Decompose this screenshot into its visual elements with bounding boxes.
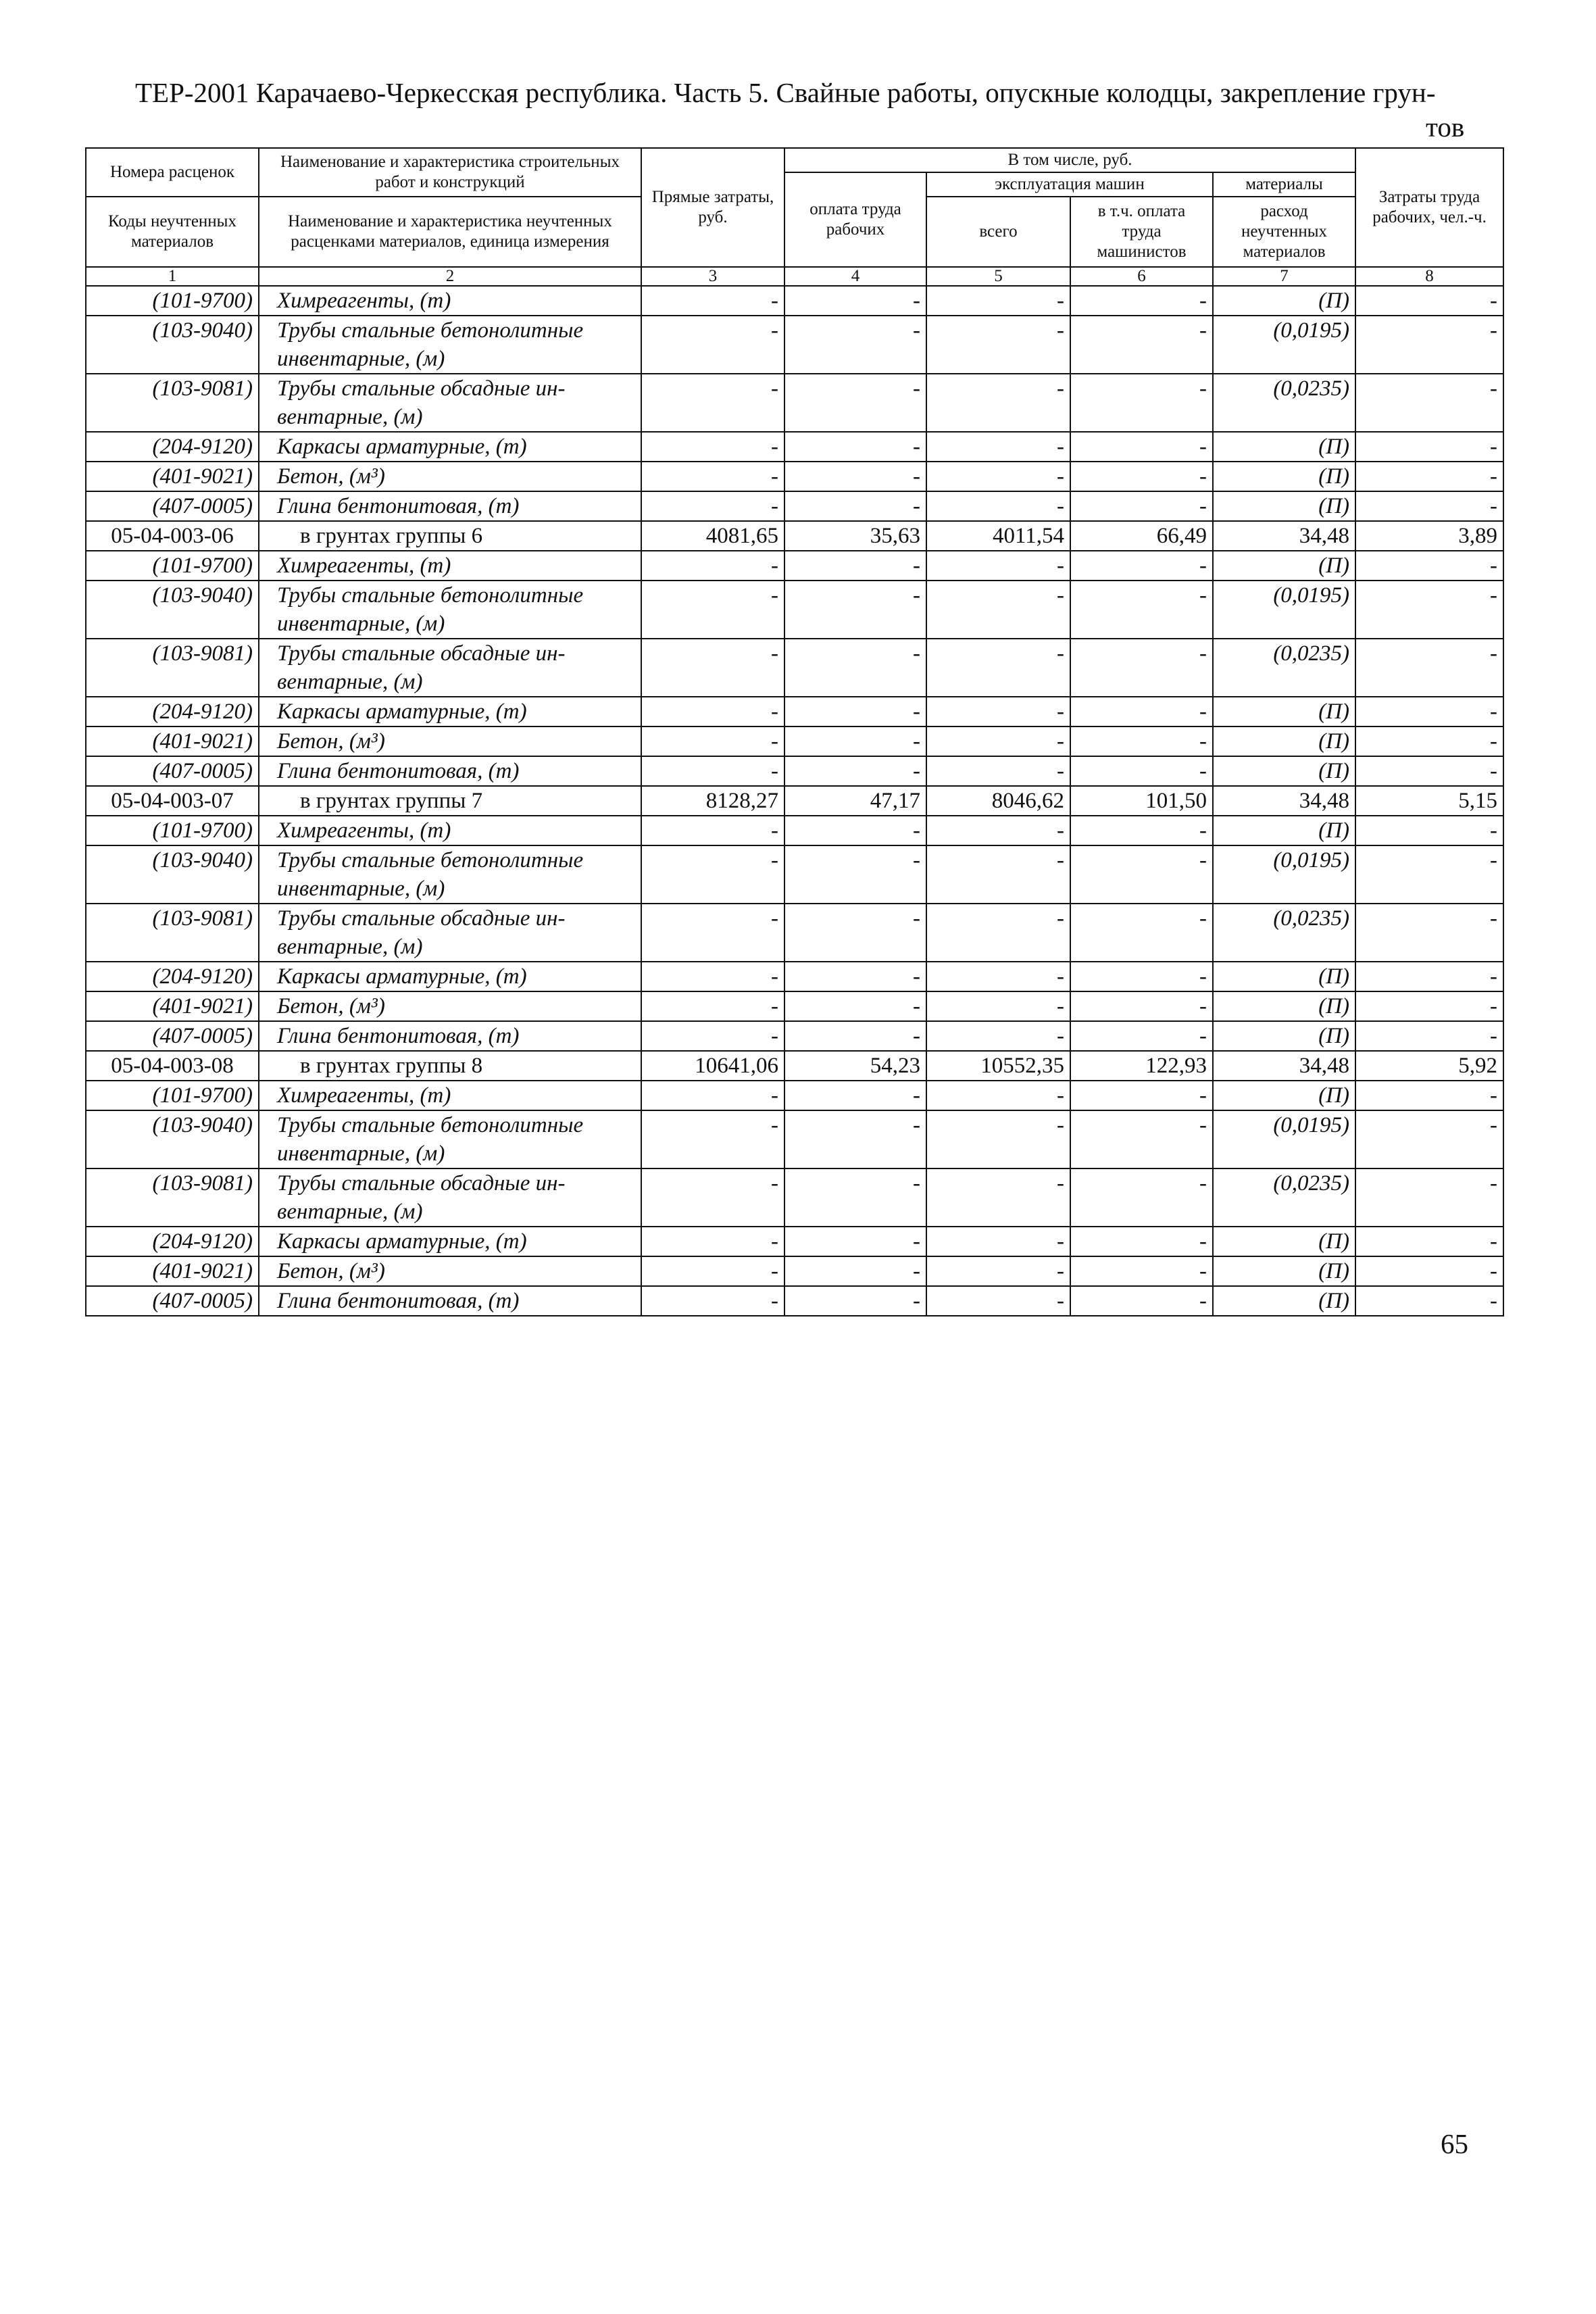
rate-code: (407-0005) — [86, 491, 259, 521]
worker-pay: - — [784, 1110, 926, 1168]
direct-costs: - — [641, 727, 784, 756]
labor-hours: - — [1355, 697, 1503, 727]
operator-pay: - — [1070, 1256, 1213, 1286]
item-name: Каркасы арматурные, (т) — [259, 962, 641, 991]
rate-row — [86, 1051, 1503, 1081]
operator-pay: - — [1070, 581, 1213, 639]
material-row — [86, 374, 1503, 432]
material-usage: (П) — [1213, 1227, 1355, 1256]
material-usage: (П) — [1213, 491, 1355, 521]
worker-pay: - — [784, 697, 926, 727]
machines-total: - — [926, 1021, 1070, 1051]
worker-pay: - — [784, 904, 926, 962]
item-name: Трубы стальные обсадные ин-вентарные, (м) — [259, 374, 641, 432]
item-name: Глина бентонитовая, (т) — [259, 1286, 641, 1316]
worker-pay: - — [784, 1021, 926, 1051]
labor-hours: - — [1355, 1227, 1503, 1256]
header-material-usage: расход неучтенных материалов — [1213, 197, 1355, 267]
direct-costs: - — [641, 374, 784, 432]
column-number: 5 — [926, 267, 1070, 286]
item-name: Каркасы арматурные, (т) — [259, 697, 641, 727]
page-title: ТЕР-2001 Карачаево-Черкесская республика. Часть 5. Свайные работы, опускные колодцы, закрепление грун- — [135, 77, 1436, 108]
direct-costs: - — [641, 639, 784, 697]
material-usage: (0,0235) — [1213, 1168, 1355, 1227]
machines-total: - — [926, 727, 1070, 756]
labor-hours: - — [1355, 904, 1503, 962]
machines-total: - — [926, 1227, 1070, 1256]
material-row — [86, 904, 1503, 962]
rate-code: (407-0005) — [86, 756, 259, 786]
item-name: Химреагенты, (т) — [259, 551, 641, 581]
labor-hours: - — [1355, 581, 1503, 639]
machines-total: - — [926, 432, 1070, 462]
item-name: Каркасы арматурные, (т) — [259, 1227, 641, 1256]
operator-pay: - — [1070, 991, 1213, 1021]
labor-hours: - — [1355, 1168, 1503, 1227]
machines-total: - — [926, 1256, 1070, 1286]
direct-costs: - — [641, 1021, 784, 1051]
labor-hours: - — [1355, 816, 1503, 845]
item-name: Глина бентонитовая, (т) — [259, 1021, 641, 1051]
operator-pay: - — [1070, 727, 1213, 756]
direct-costs: - — [641, 1081, 784, 1110]
material-usage: (0,0195) — [1213, 845, 1355, 904]
rate-code: (401-9021) — [86, 1256, 259, 1286]
direct-costs: - — [641, 1286, 784, 1316]
material-usage: (П) — [1213, 962, 1355, 991]
material-usage: (П) — [1213, 286, 1355, 316]
column-number: 1 — [86, 267, 259, 286]
direct-costs: - — [641, 581, 784, 639]
labor-hours: - — [1355, 639, 1503, 697]
material-row — [86, 727, 1503, 756]
worker-pay: - — [784, 491, 926, 521]
worker-pay: - — [784, 1227, 926, 1256]
rate-code: (407-0005) — [86, 1286, 259, 1316]
machines-total: - — [926, 581, 1070, 639]
material-usage: (П) — [1213, 432, 1355, 462]
material-row — [86, 845, 1503, 904]
labor-hours: - — [1355, 1256, 1503, 1286]
item-name: в грунтах группы 8 — [259, 1051, 641, 1081]
direct-costs: - — [641, 491, 784, 521]
operator-pay: - — [1070, 462, 1213, 491]
operator-pay: - — [1070, 1286, 1213, 1316]
direct-costs: - — [641, 1256, 784, 1286]
price-table — [85, 147, 1504, 1316]
material-row — [86, 1021, 1503, 1051]
material-usage: (П) — [1213, 991, 1355, 1021]
worker-pay: - — [784, 991, 926, 1021]
direct-costs: - — [641, 756, 784, 786]
direct-costs: 4081,65 — [641, 521, 784, 551]
machines-total: - — [926, 904, 1070, 962]
table-body — [86, 286, 1503, 1316]
operator-pay: - — [1070, 845, 1213, 904]
direct-costs: - — [641, 286, 784, 316]
rate-code: (101-9700) — [86, 286, 259, 316]
item-name: в грунтах группы 7 — [259, 786, 641, 816]
rate-row — [86, 786, 1503, 816]
labor-hours: 5,15 — [1355, 786, 1503, 816]
material-row — [86, 816, 1503, 845]
rate-code: (401-9021) — [86, 991, 259, 1021]
header-material-codes: Коды неучтенных материалов — [86, 197, 259, 267]
item-name: Химреагенты, (т) — [259, 816, 641, 845]
machines-total: - — [926, 697, 1070, 727]
worker-pay: - — [784, 581, 926, 639]
labor-hours: - — [1355, 491, 1503, 521]
header-machine-operation: эксплуатация машин — [926, 172, 1213, 197]
rate-code: (204-9120) — [86, 962, 259, 991]
material-row — [86, 639, 1503, 697]
material-usage: (0,0235) — [1213, 374, 1355, 432]
operator-pay: - — [1070, 1227, 1213, 1256]
column-number: 6 — [1070, 267, 1213, 286]
material-row — [86, 697, 1503, 727]
material-row — [86, 1256, 1503, 1286]
labor-hours: - — [1355, 374, 1503, 432]
column-number: 2 — [259, 267, 641, 286]
material-row — [86, 756, 1503, 786]
operator-pay: - — [1070, 491, 1213, 521]
material-row — [86, 1081, 1503, 1110]
direct-costs: - — [641, 1227, 784, 1256]
direct-costs: - — [641, 697, 784, 727]
rate-code: 05-04-003-06 — [86, 521, 259, 551]
operator-pay: - — [1070, 286, 1213, 316]
machines-total: 4011,54 — [926, 521, 1070, 551]
labor-hours: - — [1355, 991, 1503, 1021]
worker-pay: - — [784, 316, 926, 374]
worker-pay: - — [784, 962, 926, 991]
operator-pay: - — [1070, 816, 1213, 845]
header-materials: материалы — [1213, 172, 1355, 197]
operator-pay: - — [1070, 962, 1213, 991]
column-number: 7 — [1213, 267, 1355, 286]
item-name: Трубы стальные бетонолитные инвентарные, (м) — [259, 845, 641, 904]
worker-pay: - — [784, 639, 926, 697]
labor-hours: - — [1355, 316, 1503, 374]
header-direct-costs: Прямые затраты, руб. — [641, 148, 784, 267]
item-name: Химреагенты, (т) — [259, 1081, 641, 1110]
operator-pay: - — [1070, 1168, 1213, 1227]
labor-hours: - — [1355, 727, 1503, 756]
rate-code: (103-9081) — [86, 904, 259, 962]
direct-costs: - — [641, 551, 784, 581]
labor-hours: - — [1355, 756, 1503, 786]
operator-pay: 101,50 — [1070, 786, 1213, 816]
material-usage: (П) — [1213, 1081, 1355, 1110]
machines-total: - — [926, 1110, 1070, 1168]
page-number: 65 — [1441, 2128, 1468, 2159]
material-usage: (П) — [1213, 1021, 1355, 1051]
operator-pay: - — [1070, 551, 1213, 581]
rate-code: (401-9021) — [86, 462, 259, 491]
rate-row — [86, 521, 1503, 551]
worker-pay: - — [784, 756, 926, 786]
labor-hours: - — [1355, 462, 1503, 491]
header-machines-total: всего — [926, 197, 1070, 267]
rate-code: (103-9081) — [86, 374, 259, 432]
labor-hours: - — [1355, 1110, 1503, 1168]
item-name: Трубы стальные бетонолитные инвентарные, (м) — [259, 316, 641, 374]
item-name: Трубы стальные обсадные ин-вентарные, (м) — [259, 639, 641, 697]
operator-pay: - — [1070, 756, 1213, 786]
material-row — [86, 462, 1503, 491]
material-usage: 34,48 — [1213, 1051, 1355, 1081]
rate-code: (204-9120) — [86, 1227, 259, 1256]
column-number: 4 — [784, 267, 926, 286]
item-name: Бетон, (м³) — [259, 991, 641, 1021]
worker-pay: - — [784, 1168, 926, 1227]
page-title-continuation: тов — [1426, 112, 1465, 143]
operator-pay: - — [1070, 697, 1213, 727]
direct-costs: 10641,06 — [641, 1051, 784, 1081]
item-name: Глина бентонитовая, (т) — [259, 491, 641, 521]
header-worker-pay: оплата труда рабочих — [784, 172, 926, 267]
worker-pay: - — [784, 1256, 926, 1286]
header-work-name: Наименование и характеристика строительных работ и конструкций — [259, 148, 641, 197]
material-usage: (П) — [1213, 551, 1355, 581]
rate-code: (204-9120) — [86, 432, 259, 462]
worker-pay: - — [784, 286, 926, 316]
worker-pay: 54,23 — [784, 1051, 926, 1081]
column-number: 3 — [641, 267, 784, 286]
rate-code: (103-9040) — [86, 581, 259, 639]
material-row — [86, 1286, 1503, 1316]
material-row — [86, 1227, 1503, 1256]
direct-costs: - — [641, 962, 784, 991]
direct-costs: - — [641, 462, 784, 491]
rate-code: 05-04-003-08 — [86, 1051, 259, 1081]
worker-pay: - — [784, 845, 926, 904]
labor-hours: - — [1355, 551, 1503, 581]
item-name: Трубы стальные бетонолитные инвентарные, (м) — [259, 581, 641, 639]
machines-total: - — [926, 816, 1070, 845]
material-usage: (0,0235) — [1213, 904, 1355, 962]
machines-total: - — [926, 551, 1070, 581]
worker-pay: 47,17 — [784, 786, 926, 816]
labor-hours: - — [1355, 432, 1503, 462]
material-row — [86, 962, 1503, 991]
worker-pay: - — [784, 432, 926, 462]
material-usage: 34,48 — [1213, 786, 1355, 816]
item-name: Бетон, (м³) — [259, 462, 641, 491]
rate-code: (103-9081) — [86, 639, 259, 697]
item-name: Трубы стальные обсадные ин-вентарные, (м) — [259, 1168, 641, 1227]
rate-code: (204-9120) — [86, 697, 259, 727]
machines-total: - — [926, 639, 1070, 697]
rate-code: 05-04-003-07 — [86, 786, 259, 816]
machines-total: - — [926, 756, 1070, 786]
rate-code: (103-9081) — [86, 1168, 259, 1227]
direct-costs: 8128,27 — [641, 786, 784, 816]
labor-hours: - — [1355, 845, 1503, 904]
labor-hours: - — [1355, 286, 1503, 316]
material-row — [86, 1110, 1503, 1168]
operator-pay: - — [1070, 1081, 1213, 1110]
material-row — [86, 991, 1503, 1021]
worker-pay: - — [784, 374, 926, 432]
material-row — [86, 316, 1503, 374]
direct-costs: - — [641, 816, 784, 845]
rate-code: (103-9040) — [86, 1110, 259, 1168]
machines-total: 8046,62 — [926, 786, 1070, 816]
rate-code: (401-9021) — [86, 727, 259, 756]
material-row — [86, 1168, 1503, 1227]
machines-total: - — [926, 845, 1070, 904]
material-usage: (0,0195) — [1213, 581, 1355, 639]
material-usage: (П) — [1213, 727, 1355, 756]
worker-pay: - — [784, 462, 926, 491]
labor-hours: 3,89 — [1355, 521, 1503, 551]
operator-pay: - — [1070, 1021, 1213, 1051]
machines-total: 10552,35 — [926, 1051, 1070, 1081]
rate-code: (407-0005) — [86, 1021, 259, 1051]
worker-pay: - — [784, 816, 926, 845]
material-usage: 34,48 — [1213, 521, 1355, 551]
item-name: Глина бентонитовая, (т) — [259, 756, 641, 786]
item-name: Химреагенты, (т) — [259, 286, 641, 316]
header-rate-numbers: Номера расценок — [86, 148, 259, 197]
material-usage: (П) — [1213, 697, 1355, 727]
operator-pay: - — [1070, 432, 1213, 462]
rate-code: (101-9700) — [86, 551, 259, 581]
material-usage: (П) — [1213, 756, 1355, 786]
table-header — [86, 148, 1503, 286]
item-name: Трубы стальные бетонолитные инвентарные, (м) — [259, 1110, 641, 1168]
material-usage: (0,0195) — [1213, 1110, 1355, 1168]
worker-pay: - — [784, 727, 926, 756]
material-row — [86, 581, 1503, 639]
machines-total: - — [926, 962, 1070, 991]
header-including: В том числе, руб. — [784, 148, 1355, 172]
material-row — [86, 286, 1503, 316]
labor-hours: - — [1355, 1286, 1503, 1316]
header-material-name: Наименование и характеристика неучтенных расценками материалов, единица измерения — [259, 197, 641, 267]
machines-total: - — [926, 374, 1070, 432]
material-usage: (П) — [1213, 1286, 1355, 1316]
operator-pay: - — [1070, 316, 1213, 374]
direct-costs: - — [641, 1110, 784, 1168]
item-name: Трубы стальные обсадные ин-вентарные, (м) — [259, 904, 641, 962]
direct-costs: - — [641, 316, 784, 374]
material-usage: (П) — [1213, 1256, 1355, 1286]
machines-total: - — [926, 286, 1070, 316]
worker-pay: - — [784, 551, 926, 581]
operator-pay: 122,93 — [1070, 1051, 1213, 1081]
rate-code: (103-9040) — [86, 316, 259, 374]
material-row — [86, 551, 1503, 581]
material-row — [86, 432, 1503, 462]
material-row — [86, 491, 1503, 521]
machines-total: - — [926, 491, 1070, 521]
labor-hours: - — [1355, 962, 1503, 991]
material-usage: (П) — [1213, 816, 1355, 845]
operator-pay: 66,49 — [1070, 521, 1213, 551]
rate-code: (101-9700) — [86, 1081, 259, 1110]
item-name: Каркасы арматурные, (т) — [259, 432, 641, 462]
material-usage: (П) — [1213, 462, 1355, 491]
direct-costs: - — [641, 991, 784, 1021]
machines-total: - — [926, 316, 1070, 374]
machines-total: - — [926, 462, 1070, 491]
direct-costs: - — [641, 432, 784, 462]
direct-costs: - — [641, 904, 784, 962]
operator-pay: - — [1070, 904, 1213, 962]
worker-pay: - — [784, 1286, 926, 1316]
material-usage: (0,0235) — [1213, 639, 1355, 697]
operator-pay: - — [1070, 374, 1213, 432]
labor-hours: - — [1355, 1081, 1503, 1110]
direct-costs: - — [641, 845, 784, 904]
header-labor-hours: Затраты труда рабочих, чел.-ч. — [1355, 148, 1503, 267]
worker-pay: - — [784, 1081, 926, 1110]
direct-costs: - — [641, 1168, 784, 1227]
machines-total: - — [926, 1286, 1070, 1316]
operator-pay: - — [1070, 1110, 1213, 1168]
labor-hours: - — [1355, 1021, 1503, 1051]
column-number: 8 — [1355, 267, 1503, 286]
machines-total: - — [926, 1081, 1070, 1110]
material-usage: (0,0195) — [1213, 316, 1355, 374]
worker-pay: 35,63 — [784, 521, 926, 551]
operator-pay: - — [1070, 639, 1213, 697]
item-name: Бетон, (м³) — [259, 727, 641, 756]
item-name: Бетон, (м³) — [259, 1256, 641, 1286]
header-operator-pay: в т.ч. оплата труда машинистов — [1070, 197, 1213, 267]
rate-code: (101-9700) — [86, 816, 259, 845]
labor-hours: 5,92 — [1355, 1051, 1503, 1081]
machines-total: - — [926, 991, 1070, 1021]
item-name: в грунтах группы 6 — [259, 521, 641, 551]
rate-code: (103-9040) — [86, 845, 259, 904]
machines-total: - — [926, 1168, 1070, 1227]
